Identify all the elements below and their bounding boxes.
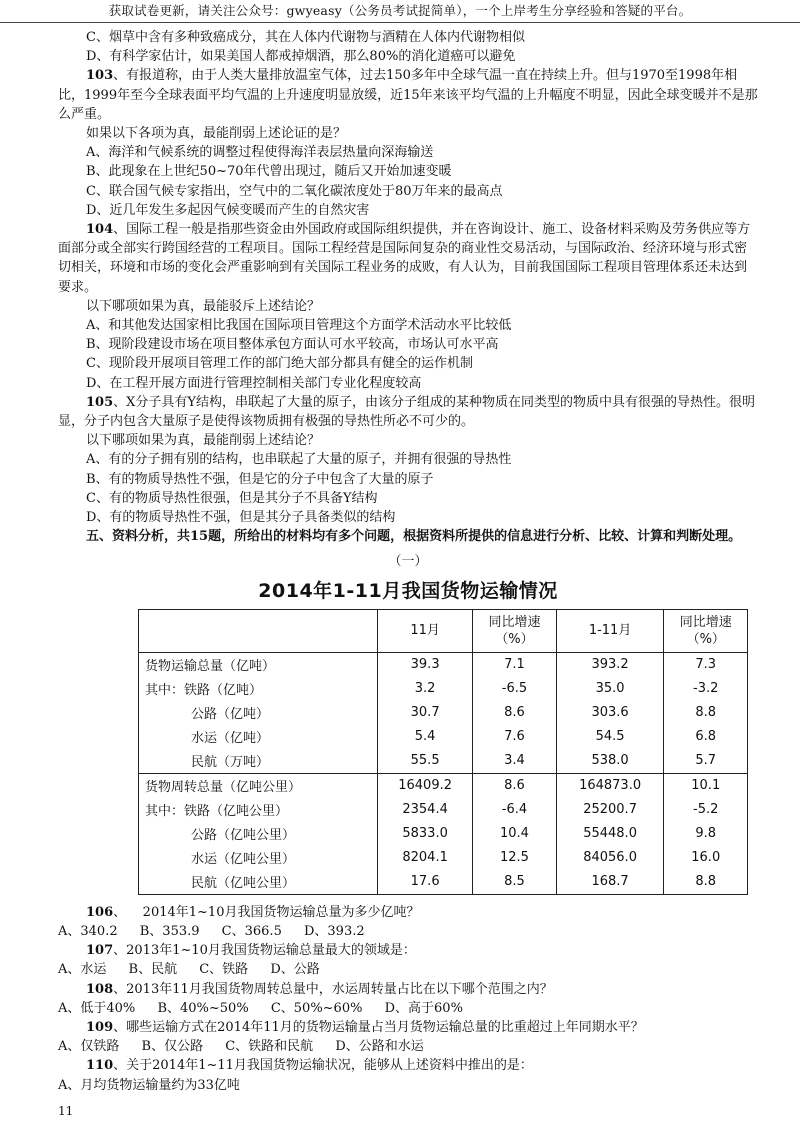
option-c: C、50%~60% bbox=[270, 1000, 363, 1016]
question-prompt: 以下哪项如果为真，最能削弱上述结论？ bbox=[86, 433, 321, 449]
table-cell: 168.7 bbox=[556, 870, 664, 895]
table-row bbox=[139, 725, 748, 749]
question-106 bbox=[58, 903, 758, 922]
option-a: A、海洋和气候系统的调整过程使得海洋表层热量向深海输送 bbox=[86, 145, 434, 161]
question-stem: 、2013年1~10月我国货物运输总量最大的领域是： bbox=[113, 943, 416, 959]
option-a: A、低于40% bbox=[58, 1000, 136, 1016]
question-number: 109 bbox=[86, 1019, 114, 1035]
options-row bbox=[58, 960, 758, 979]
question-stem: 、国际工程一般是指那些资金由外国政府或国际组织提供，并在咨询设计、施工、设备材料采购及劳务供应等方面部分或全部实行跨国经营的工程项目。国际工程经营是国际间复杂的商业性交易活动，与国际政治、经济环境与形式密切相关，环境和市场的变化会严重影响到有关国际工程业务的成败，有人认为，目前我国国际工程项目管理体系还未达到要求。 bbox=[58, 222, 751, 295]
option-a: A、仅铁路 bbox=[58, 1039, 120, 1055]
page-content bbox=[58, 28, 758, 1095]
row-label: 货物周转总量（亿吨公里） bbox=[139, 773, 378, 798]
option-a: A、有的分子拥有别的结构，也串联起了大量的原子，并拥有很强的导热性 bbox=[86, 452, 512, 468]
table-cell: 55.5 bbox=[378, 749, 473, 774]
option-c: C、烟草中含有多种致癌成分，其在人体内代谢物与酒精在人体内代谢物相似 bbox=[86, 30, 525, 45]
options-row bbox=[58, 1076, 758, 1095]
option-b: B、民航 bbox=[128, 962, 178, 978]
table-cell: 2354.4 bbox=[378, 798, 473, 822]
row-label: 民航（万吨） bbox=[139, 749, 378, 774]
row-label: 水运（亿吨） bbox=[139, 725, 378, 749]
table-cell: 6.8 bbox=[664, 725, 748, 749]
table-cell: 16409.2 bbox=[378, 773, 473, 798]
option-b: B、现阶段建设市场在项目整体承包方面认可水平较高，市场认可水平高 bbox=[86, 337, 499, 353]
row-label: 其中：铁路（亿吨） bbox=[139, 677, 378, 701]
option-c: C、铁路 bbox=[199, 962, 249, 978]
option-c: C、366.5 bbox=[221, 923, 282, 939]
table-row bbox=[139, 798, 748, 822]
option-c: C、联合国气候专家指出，空气中的二氧化碳浓度处于80万年来的最高点 bbox=[86, 183, 503, 199]
section-heading: 五、资料分析，共15题，所给出的材料均有多个问题，根据资料所提供的信息进行分析、比较、计算和判断处理。 bbox=[86, 529, 742, 545]
table-cell: 9.8 bbox=[664, 822, 748, 846]
page-header: 获取试卷更新，请关注公众号：gwyeasy（公务员考试捉简单），一个上岸考生分享经验和答疑的平台。 bbox=[0, 0, 800, 23]
option-d: D、有的物质导热性不强，但是其分子具备类似的结构 bbox=[86, 510, 396, 526]
table-cell: 10.1 bbox=[664, 773, 748, 798]
question-prompt: 如果以下各项为真，最能削弱上述论证的是？ bbox=[86, 126, 347, 142]
option-d: D、有科学家估计，如果美国人都戒掉烟酒，那么80%的消化道癌可以避免 bbox=[86, 49, 516, 65]
table-cell: 3.4 bbox=[473, 749, 556, 774]
table-cell: 8.5 bbox=[473, 870, 556, 895]
table-cell: 8204.1 bbox=[378, 846, 473, 870]
question-stem: 、有报道称，由于人类大量排放温室气体，过去150多年中全球气温一直在持续上升。但与1970至1998年相比，1999年至今全球表面平均气温的上升速度明显放缓，近15年来该平均气温的上升幅度不明显，因此全球变暖并不是那么严重。 bbox=[58, 68, 758, 122]
table-cell: 16.0 bbox=[664, 846, 748, 870]
option-d: D、在工程开展方面进行管理控制相关部门专业化程度较高 bbox=[86, 375, 422, 391]
question-number: 106 bbox=[86, 904, 114, 920]
page-number: 11 bbox=[58, 1104, 74, 1118]
table-header-cell bbox=[139, 609, 378, 652]
row-label: 公路（亿吨公里） bbox=[139, 822, 378, 846]
table-cell: 5.7 bbox=[664, 749, 748, 774]
table-cell: 17.6 bbox=[378, 870, 473, 895]
option-d: D、公路 bbox=[270, 962, 320, 978]
table-cell: 7.1 bbox=[473, 652, 556, 677]
option-d: D、393.2 bbox=[303, 923, 365, 939]
option-d: D、公路和水运 bbox=[335, 1039, 424, 1055]
option-c: C、有的物质导热性很强，但是其分子不具备Y结构 bbox=[86, 490, 378, 506]
question-104 bbox=[58, 220, 758, 297]
table-row bbox=[139, 749, 748, 774]
table-cell: 393.2 bbox=[556, 652, 664, 677]
option-a: A、340.2 bbox=[58, 923, 118, 939]
option-a: A、月均货物运输量约为33亿吨 bbox=[58, 1077, 240, 1093]
table-cell: 39.3 bbox=[378, 652, 473, 677]
question-number: 105 bbox=[86, 394, 114, 410]
table-cell: 7.6 bbox=[473, 725, 556, 749]
table-cell: -6.4 bbox=[473, 798, 556, 822]
row-label: 货物运输总量（亿吨） bbox=[139, 652, 378, 677]
question-number: 104 bbox=[86, 222, 114, 238]
row-label: 民航（亿吨公里） bbox=[139, 870, 378, 895]
table-row bbox=[139, 773, 748, 798]
options-row bbox=[58, 1037, 758, 1056]
table-cell: 10.4 bbox=[473, 822, 556, 846]
question-107 bbox=[58, 941, 758, 960]
table-cell: 30.7 bbox=[378, 701, 473, 725]
table-cell: 8.6 bbox=[473, 773, 556, 798]
table-row bbox=[139, 652, 748, 677]
table-cell: 54.5 bbox=[556, 725, 664, 749]
option-d: D、近几年发生多起因气候变暖而产生的自然灾害 bbox=[86, 202, 370, 218]
table-row bbox=[139, 677, 748, 701]
table-cell: 25200.7 bbox=[556, 798, 664, 822]
question-110 bbox=[58, 1056, 758, 1075]
table-header-row bbox=[139, 609, 748, 652]
table-cell: 35.0 bbox=[556, 677, 664, 701]
option-c: C、铁路和民航 bbox=[225, 1039, 314, 1055]
question-stem: 、 2014年1~10月我国货物运输总量为多少亿吨？ bbox=[113, 904, 420, 920]
table-header-cell: 同比增速 （%） bbox=[664, 609, 748, 652]
table-cell: 8.6 bbox=[473, 701, 556, 725]
table-row bbox=[139, 870, 748, 895]
table-cell: 84056.0 bbox=[556, 846, 664, 870]
option-c: C、现阶段开展项目管理工作的部门绝大部分都具有健全的运作机制 bbox=[86, 356, 473, 372]
question-number: 103 bbox=[86, 68, 114, 84]
row-label: 水运（亿吨公里） bbox=[139, 846, 378, 870]
option-a: A、和其他发达国家相比我国在国际项目管理这个方面学术活动水平比较低 bbox=[86, 318, 512, 334]
table-cell: 164873.0 bbox=[556, 773, 664, 798]
question-109 bbox=[58, 1018, 758, 1037]
question-stem: 、关于2014年1~11月我国货物运输状况，能够从上述资料中推出的是： bbox=[113, 1058, 533, 1074]
question-108 bbox=[58, 980, 758, 999]
question-stem: 、哪些运输方式在2014年11月的货物运输量占当月货物运输总量的比重超过上年同期水平？ bbox=[113, 1019, 644, 1035]
table-header-cell: 1-11月 bbox=[556, 609, 664, 652]
option-d: D、高于60% bbox=[384, 1000, 463, 1016]
table-row bbox=[139, 846, 748, 870]
question-number: 108 bbox=[86, 981, 114, 997]
table-cell: -3.2 bbox=[664, 677, 748, 701]
table-cell: 12.5 bbox=[473, 846, 556, 870]
table-header-cell: 11月 bbox=[378, 609, 473, 652]
options-row bbox=[58, 922, 758, 941]
option-b: B、仅公路 bbox=[141, 1039, 204, 1055]
question-prompt: 以下哪项如果为真，最能驳斥上述结论？ bbox=[86, 298, 321, 314]
table-cell: 8.8 bbox=[664, 870, 748, 895]
table-title: 2014年1-11月我国货物运输情况 bbox=[258, 579, 558, 602]
row-label: 公路（亿吨） bbox=[139, 701, 378, 725]
question-103 bbox=[58, 66, 758, 124]
question-stem: 、2013年11月我国货物周转总量中，水运周转量占比在以下哪个范围之内？ bbox=[113, 981, 553, 997]
question-number: 107 bbox=[86, 943, 114, 959]
section-part-label: （一） bbox=[388, 554, 428, 570]
option-b: B、有的物质导热性不强，但是它的分子中包含了大量的原子 bbox=[86, 471, 434, 487]
question-stem: 、X分子具有Y结构，串联起了大量的原子，由该分子组成的某种物质在同类型的物质中具有很强的导热性。很明显，分子内包含大量原子是使得该物质拥有极强的导热性所必不可少的。 bbox=[58, 394, 755, 430]
table-header-cell: 同比增速 （%） bbox=[473, 609, 556, 652]
row-label: 其中：铁路（亿吨公里） bbox=[139, 798, 378, 822]
option-a: A、水运 bbox=[58, 962, 107, 978]
option-b: B、此现象在上世纪50~70年代曾出现过，随后又开始加速变暖 bbox=[86, 164, 452, 180]
table-cell: 303.6 bbox=[556, 701, 664, 725]
options-row bbox=[58, 999, 758, 1018]
table-cell: 3.2 bbox=[378, 677, 473, 701]
table-cell: 538.0 bbox=[556, 749, 664, 774]
table-cell: 55448.0 bbox=[556, 822, 664, 846]
table-cell: 8.8 bbox=[664, 701, 748, 725]
option-b: B、40%~50% bbox=[157, 1000, 249, 1016]
freight-table bbox=[138, 609, 748, 895]
table-cell: 5833.0 bbox=[378, 822, 473, 846]
question-105 bbox=[58, 393, 758, 431]
table-cell: -5.2 bbox=[664, 798, 748, 822]
table-cell: -6.5 bbox=[473, 677, 556, 701]
option-b: B、353.9 bbox=[139, 923, 200, 939]
table-row bbox=[139, 701, 748, 725]
table-cell: 5.4 bbox=[378, 725, 473, 749]
table-row bbox=[139, 822, 748, 846]
table-cell: 7.3 bbox=[664, 652, 748, 677]
question-number: 110 bbox=[86, 1058, 114, 1074]
